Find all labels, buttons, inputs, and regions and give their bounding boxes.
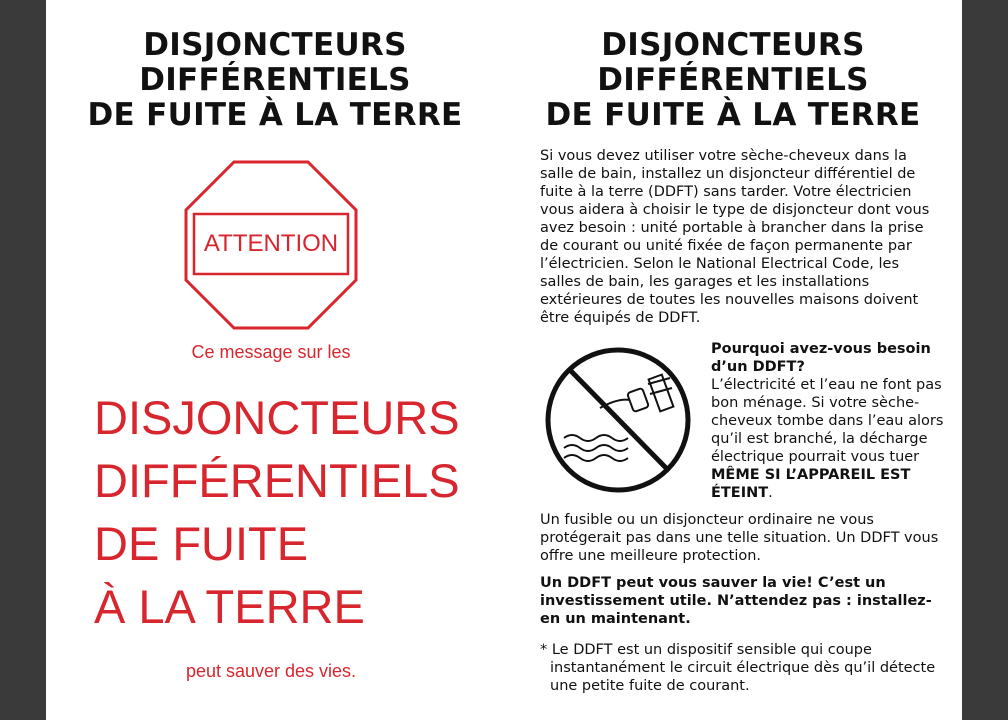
- no-appliance-in-water-icon: [544, 346, 692, 494]
- tagline: peut sauver des vies.: [185, 661, 357, 681]
- call-to-action: Un DDFT peut vous sauver la vie! C’est un investissement utile. N’attendez pas : installez-en un maintenant.: [540, 575, 932, 627]
- title-line: DIFFÉRENTIELS: [597, 62, 869, 98]
- title-line: DIFFÉRENTIELS: [139, 62, 411, 98]
- title-line: DISJONCTEURS: [143, 27, 407, 63]
- intro-paragraph: Si vous devez utiliser votre sèche-cheveux dans la salle de bain, installez un disjoncteur différentiel de fuite à la terre (DDFT) sans tarder. Votre électricien vous aidera à choisir le type de disjoncteur dont vous avez besoin : unité portable à brancher dans la prise de courant ou unité fixée de façon permanente par l’électricien. Selon le National Electrical Code, les salles de bain, les garages et les installations extérieures de toutes les nouvelles maisons doivent être équipés de DDFT.: [540, 148, 930, 326]
- why-section: [711, 340, 951, 502]
- attention-label: ATTENTION: [203, 230, 339, 257]
- big-red-line: À LA TERRE: [94, 580, 365, 633]
- fuse-paragraph: Un fusible ou un disjoncteur ordinaire ne vous protégerait pas dans une telle situation. Un DDFT vous offre une meilleure protection.: [540, 512, 939, 564]
- why-text: L’électricité et l’eau ne font pas bon ménage. Si votre sèche-cheveux tombe dans l’eau alors qu’il est branché, la décharge électrique pourrait vous tuer: [711, 377, 944, 465]
- right-title: [504, 28, 962, 133]
- big-red-line: DISJONCTEURS: [94, 391, 460, 444]
- left-panel: [46, 0, 504, 720]
- big-red-heading: [94, 386, 460, 638]
- intro-text: Ce message sur les: [191, 342, 351, 362]
- right-panel: [504, 0, 962, 720]
- title-line: DE FUITE À LA TERRE: [87, 97, 463, 133]
- why-heading: Pourquoi avez-vous besoin d’un DDFT?: [711, 341, 931, 375]
- footnote: * Le DDFT est un dispositif sensible qui coupe instantanément le circuit électrique dès qu’il détecte une petite fuite de courant.: [540, 642, 936, 694]
- title-line: DISJONCTEURS: [601, 27, 865, 63]
- big-red-line: DE FUITE: [94, 517, 309, 570]
- left-title: [46, 28, 504, 133]
- why-end: .: [768, 485, 773, 501]
- big-red-line: DIFFÉRENTIELS: [94, 454, 460, 507]
- why-emphasis: MÊME SI L’APPAREIL EST ÉTEINT: [711, 467, 911, 501]
- title-line: DE FUITE À LA TERRE: [545, 97, 921, 133]
